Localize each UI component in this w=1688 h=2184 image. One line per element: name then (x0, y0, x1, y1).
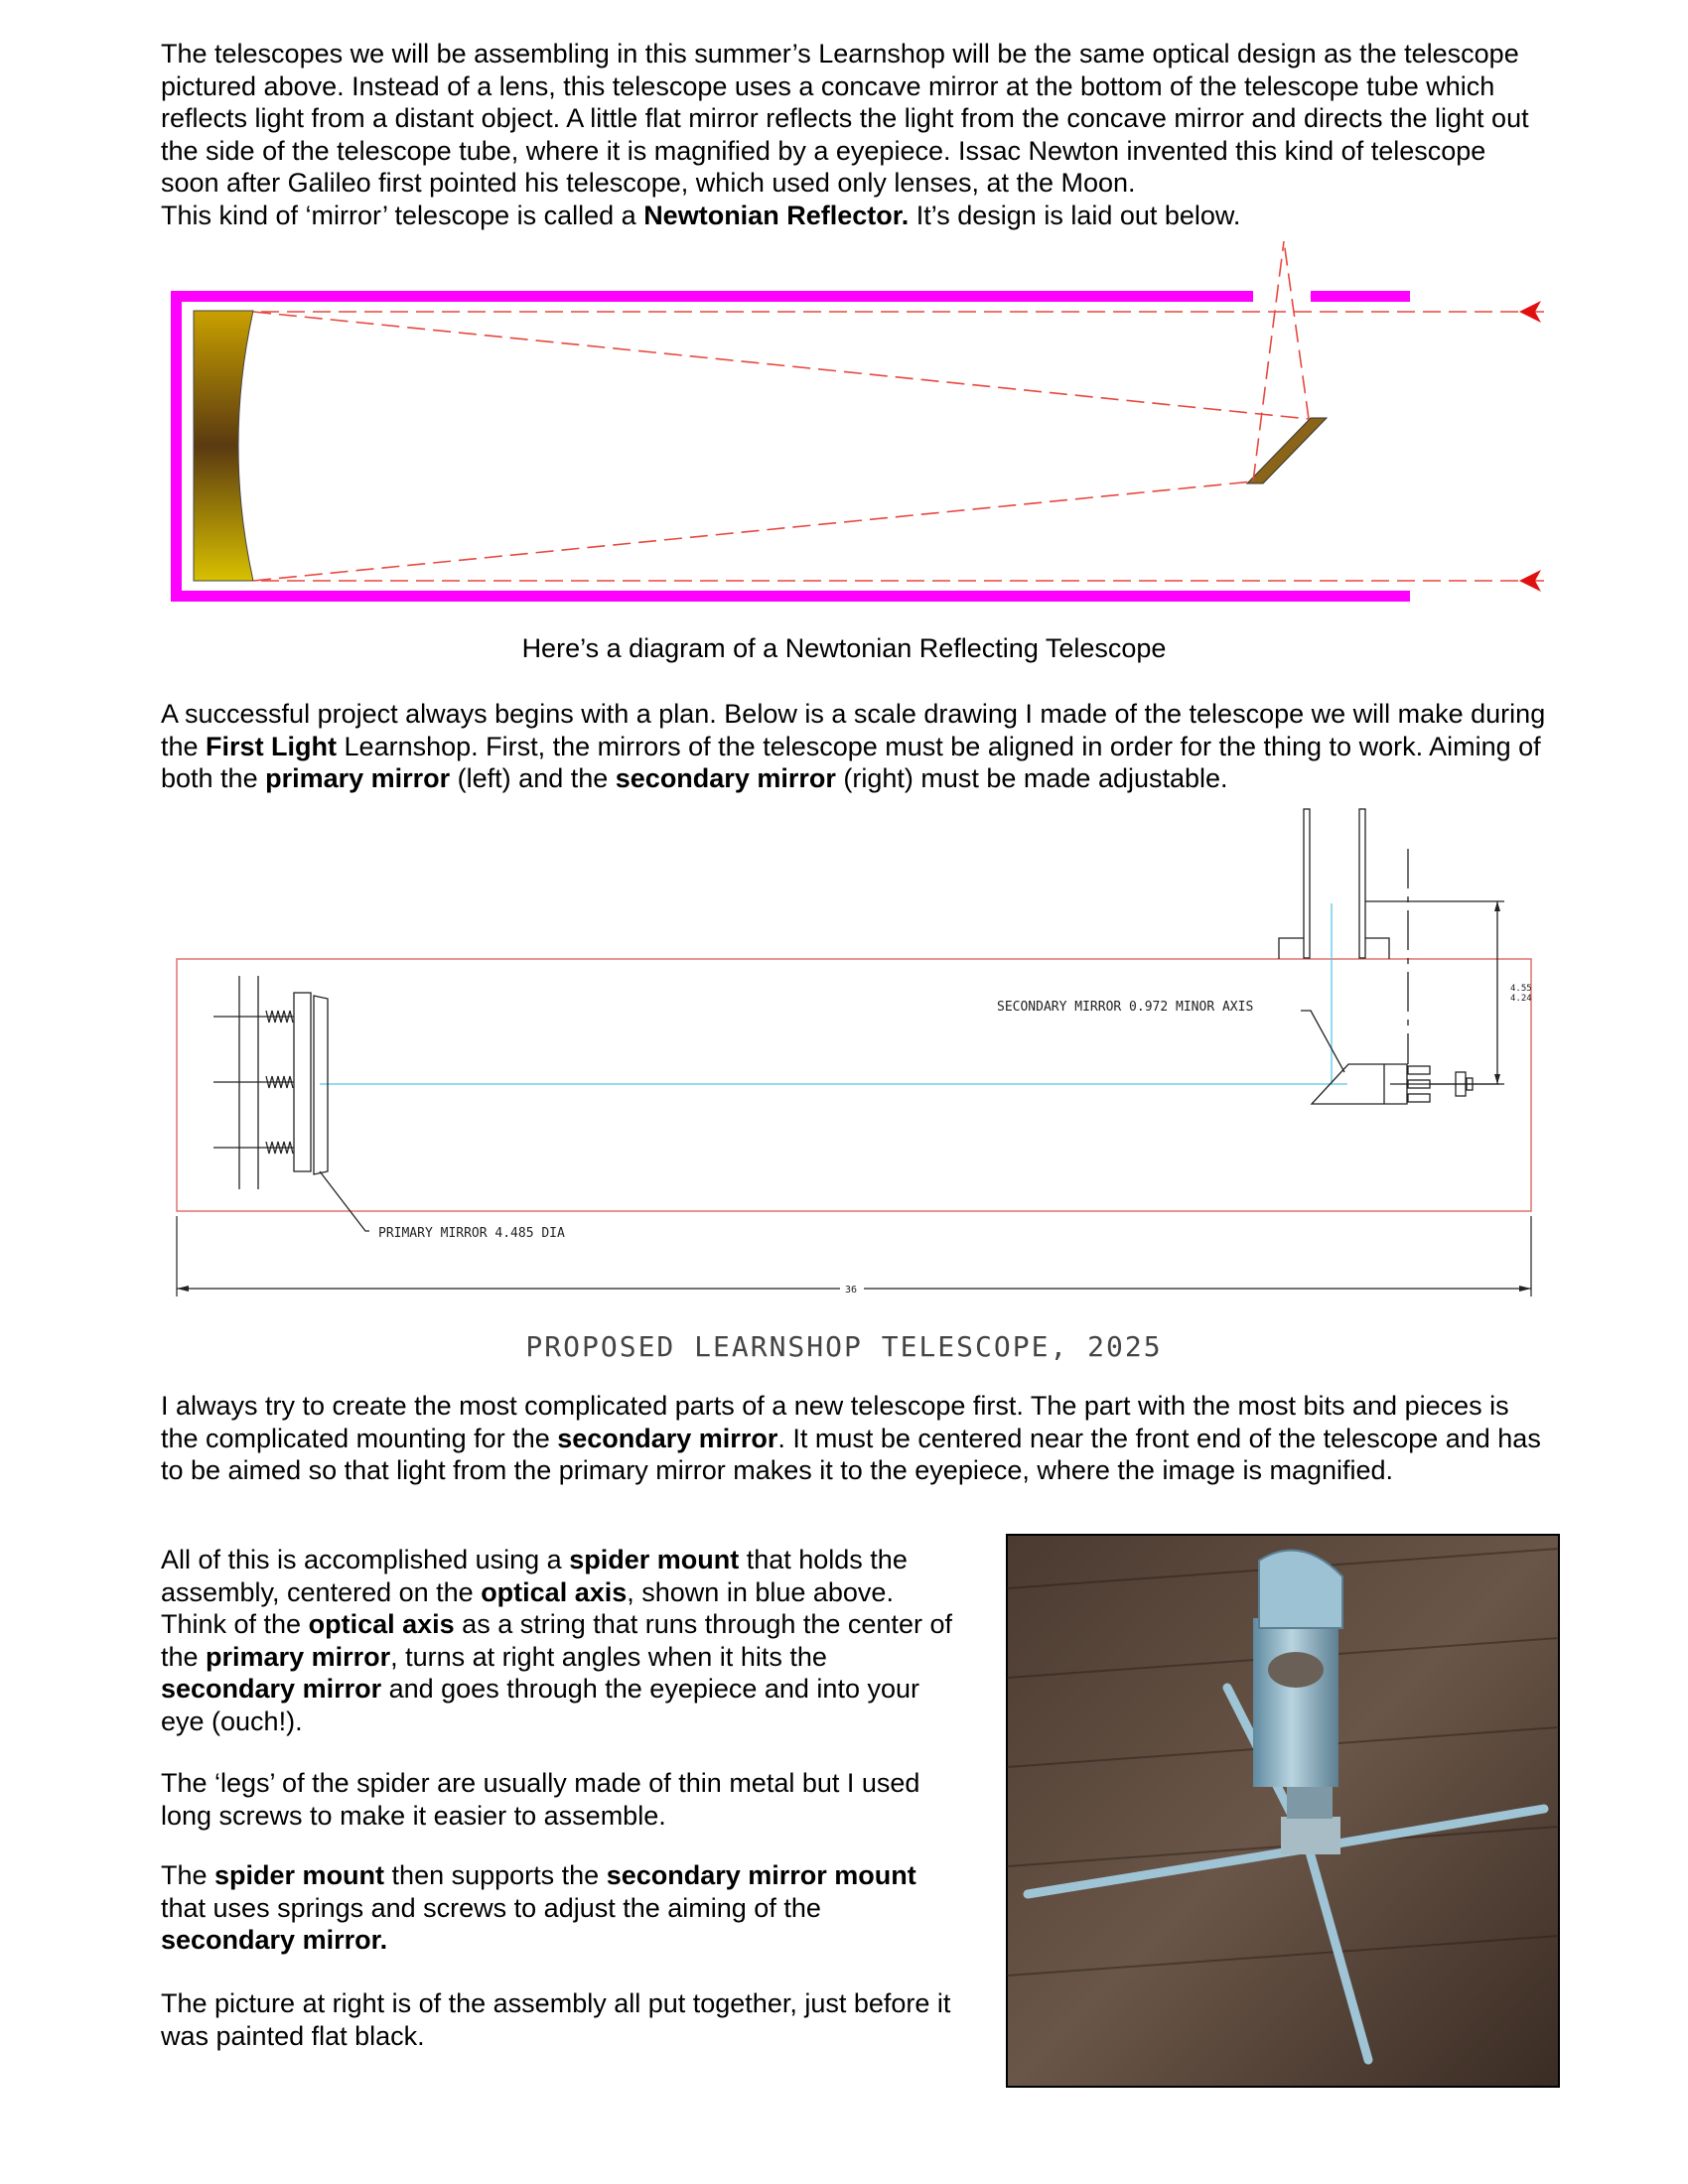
secondary-mirror-shape (1247, 418, 1327, 483)
intro-paragraph (161, 38, 1551, 231)
diagram-caption: Here’s a diagram of a Newtonian Reflecting Telescope (521, 633, 1167, 663)
complicated-paragraph: I always try to create the most complicated parts of a new telescope first. The part with the most bits and pieces is the complicated mounting for the secondary mirror. It must be centered near the front end of the telescope and has to be aimed so that light from the primary mirror makes it to the eyepiece, where the image is magnified. (161, 1391, 1541, 1485)
plan-paragraph: A successful project always begins with a plan. Below is a scale drawing I made of the telescope we will make during the First Light Learnshop. First, the mirrors of the telescope must be aligned in order for the thing to work. Aiming of both the primary mirror (left) and the secondary mirror (right) must be made adjustable. (161, 699, 1546, 793)
intro-text: The telescopes we will be assembling in this summer’s Learnshop will be the same optical design as the telescope pictured above. Instead of a lens, this telescope uses a concave mirror at the bottom of the telescope tube which reflects light from a distant object. A little flat mirror reflects the light from the concave mirror and directs the light out the side of the telescope tube, where it is magnified by a eyepiece. Issac Newton invented this kind of telescope soon after Galileo first pointed his telescope, which used only lenses, at the Moon. (161, 39, 1529, 198)
secondary-mirror-assembly (1279, 809, 1504, 1104)
newtonian-diagram (0, 228, 1688, 615)
secondary-mirror-term: secondary mirror (557, 1423, 778, 1453)
dimension-arrow-icon (1519, 1286, 1531, 1292)
newtonian-reflector-term: Newtonian Reflector. (643, 200, 910, 230)
spider-paragraph-3: The spider mount then supports the secondary mirror mount that uses springs and screws to adjust the aiming of the secondary mirror. (161, 1860, 916, 1955)
telescope-tube (171, 291, 1410, 602)
secondary-mirror-term: secondary mirror (615, 763, 836, 793)
dimension-arrow-icon (1494, 901, 1500, 911)
optical-axis (320, 903, 1347, 1084)
spider-paragraph-1: All of this is accomplished using a spider mount that holds the assembly, centered on the optical axis, shown in blue above. Think of the optical axis as a string that runs through the center of the primary mirror, turns at right angles when it hits the secondary mirror and goes through the eyepiece and into your eye (ouch!). (161, 1545, 952, 1736)
primary-mirror-shape (194, 311, 253, 581)
first-light-term: First Light (206, 731, 338, 761)
intro-line2-start: This kind of ‘mirror’ telescope is called a (161, 200, 644, 230)
spider-paragraph-4: The picture at right is of the assembly all put together, just before it was painted flat black. (161, 1988, 951, 2051)
primary-mirror-label: PRIMARY MIRROR 4.485 DIA (378, 1226, 565, 1241)
dimension-arrow-icon (1494, 1074, 1500, 1084)
length-dimension-value: 36 (845, 1285, 858, 1296)
spider-assembly-photo (0, 1535, 1688, 2091)
tube-outline (177, 959, 1531, 1211)
secondary-mirror-label: SECONDARY MIRROR 0.972 MINOR AXIS (997, 1000, 1254, 1015)
scale-drawing (0, 804, 1688, 1320)
spider-paragraph-2: The ‘legs’ of the spider are usually made of thin metal but I used long screws to make it easier to assemble. (161, 1768, 920, 1831)
dimension-arrow-icon (177, 1286, 189, 1292)
primary-mirror-term: primary mirror (265, 763, 451, 793)
height-dimension-a: 4.55 (1510, 984, 1532, 994)
intro-line2-end: It’s design is laid out below. (909, 200, 1241, 230)
drawing-title: PROPOSED LEARNSHOP TELESCOPE, 2025 (525, 1330, 1163, 1363)
primary-mirror-cell (213, 976, 369, 1231)
height-dimension-b: 4.24 (1510, 994, 1532, 1004)
